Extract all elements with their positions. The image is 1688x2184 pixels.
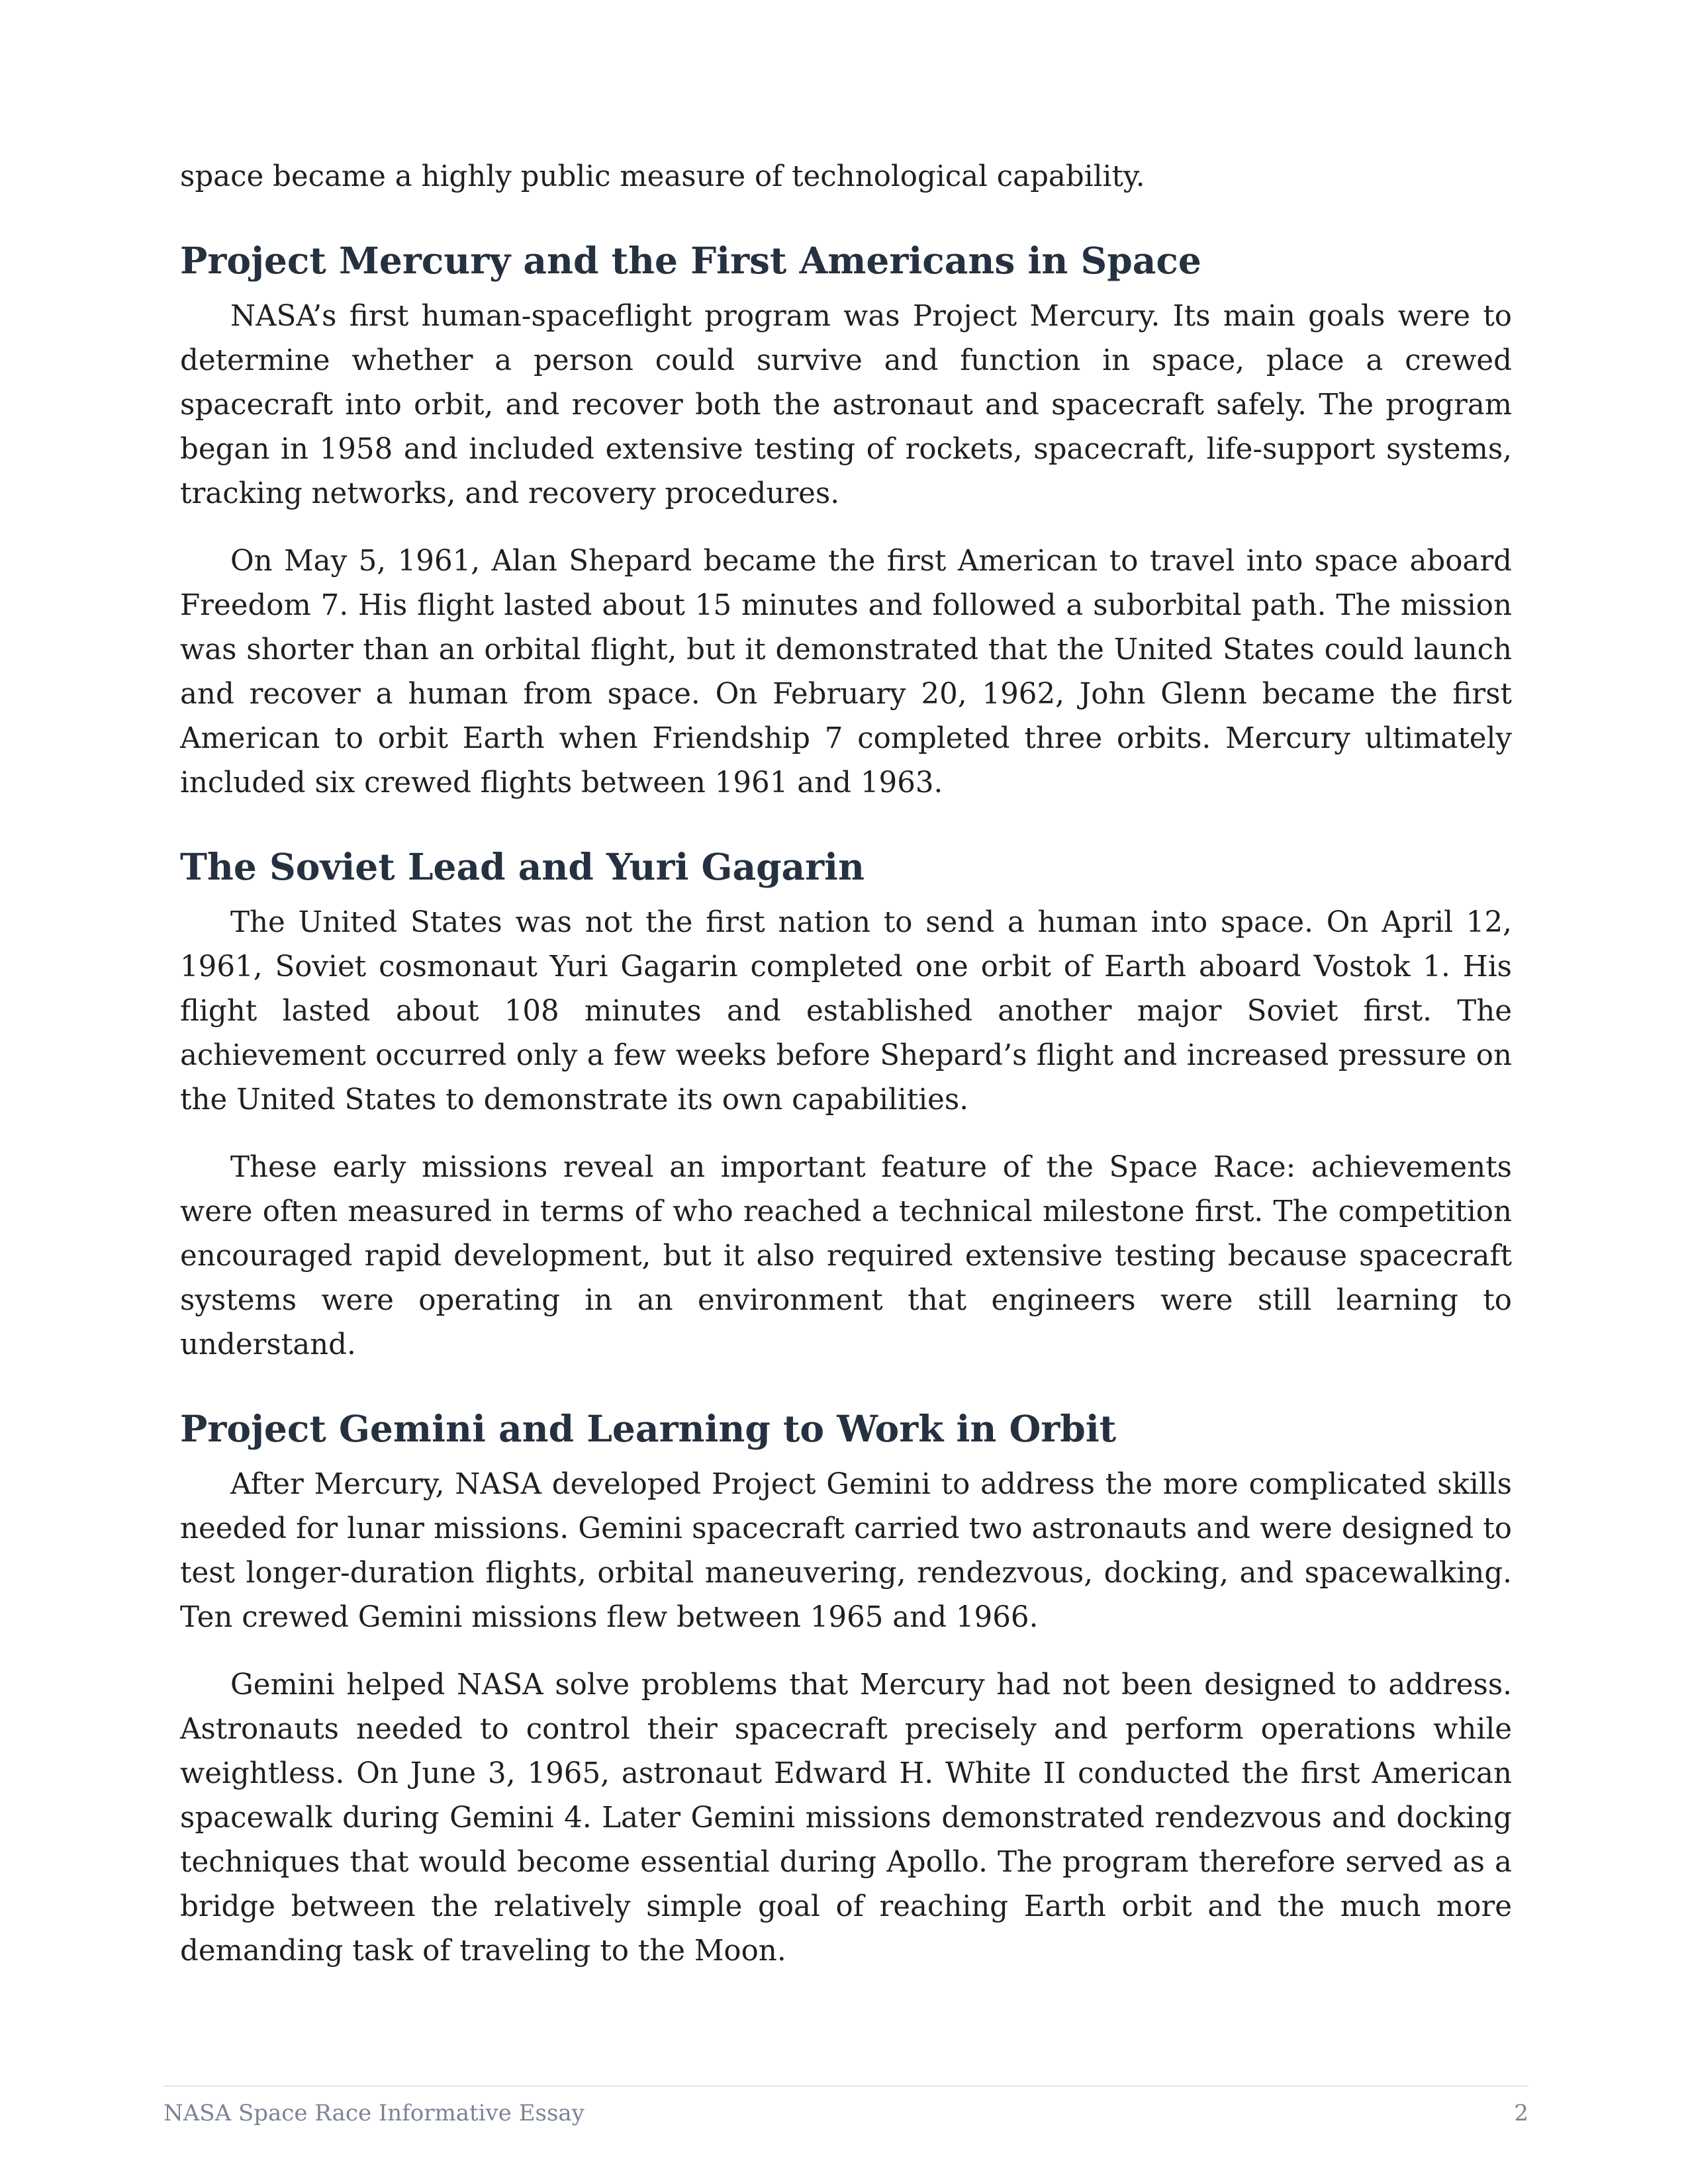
section-soviet-lead <box>180 844 1512 1367</box>
body-paragraph: After Mercury, NASA developed Project Gemini to address the more complicated skills needed for lunar missions. Gemini spacecraft carried two astronauts and were designed to test longer-duration flights, orbital maneuvering, rendezvous, docking, and spacewalking. Ten crewed Gemini missions flew between 1965 and 1966. <box>180 1468 1512 1634</box>
body-paragraph: These early missions reveal an important feature of the Space Race: achievements were often measured in terms of who reached a technical milestone first. The competition encouraged rapid development, but it also required extensive testing because spacecraft systems were operating in an environment that engineers were still learning to understand. <box>180 1151 1512 1361</box>
section-heading: The Soviet Lead and Yuri Gagarin <box>180 845 865 888</box>
body-paragraph: The United States was not the first nation to send a human into space. On April 12, 1961, Soviet cosmonaut Yuri Gagarin completed one orbit of Earth aboard Vostok 1. His flight lasted about 108 minutes and established another major Soviet first. The achievement occurred only a few weeks before Shepard’s flight and increased pressure on the United States to demonstrate its own capabilities. <box>180 906 1512 1116</box>
body-paragraph: On May 5, 1961, Alan Shepard became the first American to travel into space aboard Freedom 7. His flight lasted about 15 minutes and followed a suborbital path. The mission was shorter than an orbital flight, but it demonstrated that the United States could launch and recover a human from space. On February 20, 1962, John Glenn became the first American to orbit Earth when Friendship 7 completed three orbits. Mercury ultimately included six crewed flights between 1961 and 1963. <box>180 545 1512 799</box>
footer-page-number: 2 <box>1514 2100 1528 2126</box>
footer-divider <box>164 2085 1528 2087</box>
section-heading: Project Mercury and the First Americans in Space <box>180 239 1201 282</box>
continuation-paragraph: space became a highly public measure of technological capability. <box>180 160 1145 193</box>
body-paragraph: NASA’s first human-spaceflight program was Project Mercury. Its main goals were to determine whether a person could survive and function in space, place a crewed spacecraft into orbit, and recover both the astronaut and spacecraft safely. The program began in 1958 and included extensive testing of rockets, spacecraft, life-support systems, tracking networks, and recovery procedures. <box>180 300 1512 510</box>
body-paragraph: Gemini helped NASA solve problems that Mercury had not been designed to address. Astronauts needed to control their spacecraft precisely and perform operations while weightless. On June 3, 1965, astronaut Edward H. White II conducted the first American spacewalk during Gemini 4. Later Gemini missions demonstrated rendezvous and docking techniques that would become essential during Apollo. The program therefore served as a bridge between the relatively simple goal of reaching Earth orbit and the much more demanding task of traveling to the Moon. <box>180 1668 1512 1968</box>
section-project-gemini <box>180 1406 1512 1974</box>
page-content <box>180 155 1512 2012</box>
section-heading: Project Gemini and Learning to Work in Orbit <box>180 1407 1117 1450</box>
section-project-mercury <box>180 238 1512 805</box>
footer-document-title: NASA Space Race Informative Essay <box>164 2100 585 2126</box>
